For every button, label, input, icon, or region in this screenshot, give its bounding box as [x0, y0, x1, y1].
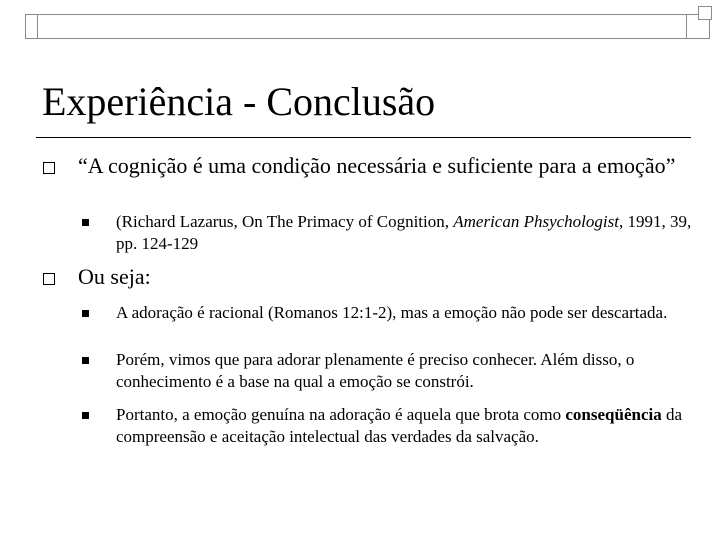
portanto-prefix: Portanto, a emoção genuína na adoração é aquela que brota como	[116, 405, 566, 424]
filled-square-bullet-icon	[82, 219, 89, 226]
title-divider	[36, 137, 691, 138]
portanto-bold-word: conseqüência	[565, 405, 662, 424]
bullet-text-ou-seja: Ou seja:	[78, 264, 151, 289]
citation-suffix: , 1991, 39, pp. 124-129	[116, 212, 692, 253]
citation-journal: American Phsychologist	[453, 212, 619, 231]
filled-square-bullet-icon	[82, 357, 89, 364]
decorative-box-left	[25, 14, 38, 39]
decorative-line-top	[25, 14, 710, 15]
bullet-text-quote: “A cognição é uma condição necessária e suficiente para a emoção”	[78, 153, 676, 178]
portanto-suffix: da compreensão e aceitação intelectual das verdades da salvação.	[116, 405, 683, 446]
filled-square-bullet-icon	[82, 310, 89, 317]
sub-bullet-portanto	[116, 404, 696, 448]
sub-bullet-adoracao: A adoração é racional (Romanos 12:1-2), mas a emoção não pode ser descartada.	[116, 303, 668, 322]
hollow-square-bullet-icon	[43, 162, 55, 174]
slide-title: Experiência - Conclusão	[42, 79, 436, 124]
sub-bullet-citation	[116, 211, 696, 255]
sub-bullet-porem: Porém, vimos que para adorar plenamente é preciso conhecer. Além disso, o conhecimento é a base na qual a emoção se constrói.	[116, 350, 635, 391]
decorative-box-right-2	[698, 6, 712, 20]
filled-square-bullet-icon	[82, 412, 89, 419]
citation-prefix: (Richard Lazarus, On The Primacy of Cognition,	[116, 212, 454, 231]
decorative-line-bottom	[25, 38, 710, 39]
hollow-square-bullet-icon	[43, 273, 55, 285]
